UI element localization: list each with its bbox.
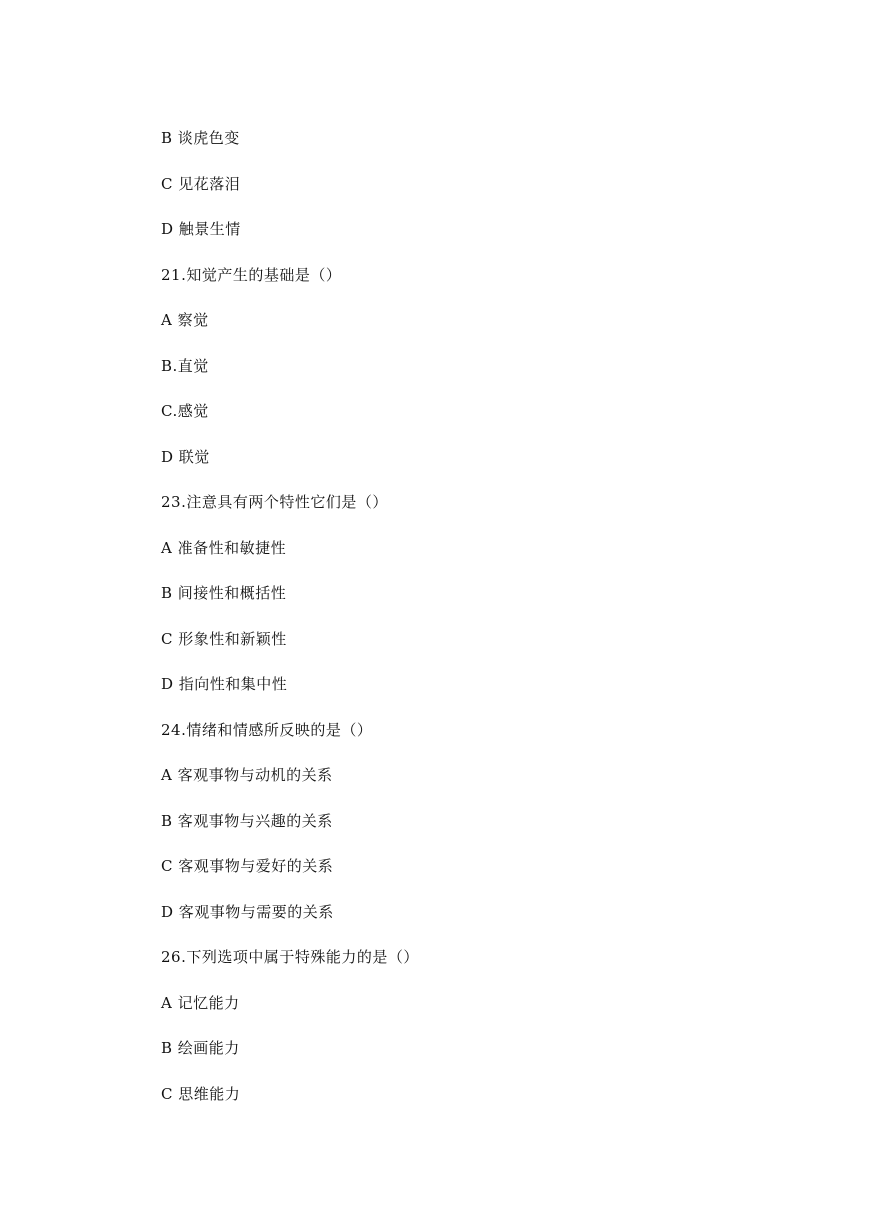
option-b-q23: B 间接性和概括性 xyxy=(161,584,287,602)
question-26: 26.下列选项中属于特殊能力的是（） xyxy=(161,948,419,966)
option-c-q21: C.感觉 xyxy=(161,402,209,420)
question-24: 24.情绪和情感所反映的是（） xyxy=(161,720,373,739)
option-d-q24: D 客观事物与需要的关系 xyxy=(161,902,334,921)
option-c-q24: C 客观事物与爱好的关系 xyxy=(161,857,334,875)
option-b-q21: B.直觉 xyxy=(161,356,209,375)
option-c-q26: C 思维能力 xyxy=(161,1084,241,1103)
option-c-q23: C 形象性和新颖性 xyxy=(161,629,287,648)
option-a-q26: A 记忆能力 xyxy=(161,993,240,1012)
option-a-q21: A 察觉 xyxy=(161,311,209,329)
option-d-q20: D 触景生情 xyxy=(161,220,241,238)
question-21: 21.知觉产生的基础是（） xyxy=(161,265,342,284)
option-c-q20: C 见花落泪 xyxy=(161,174,241,193)
question-list xyxy=(161,128,801,1129)
option-b-q24: B 客观事物与兴趣的关系 xyxy=(161,811,333,830)
option-b-q26: B 绘画能力 xyxy=(161,1039,240,1057)
option-d-q23: D 指向性和集中性 xyxy=(161,675,288,693)
option-a-q23: A 准备性和敏捷性 xyxy=(161,538,287,557)
option-b-q20: B 谈虎色变 xyxy=(161,129,240,147)
option-d-q21: D 联觉 xyxy=(161,447,210,466)
question-23: 23.注意具有两个特性它们是（） xyxy=(161,493,388,511)
option-a-q24: A 客观事物与动机的关系 xyxy=(161,766,333,784)
